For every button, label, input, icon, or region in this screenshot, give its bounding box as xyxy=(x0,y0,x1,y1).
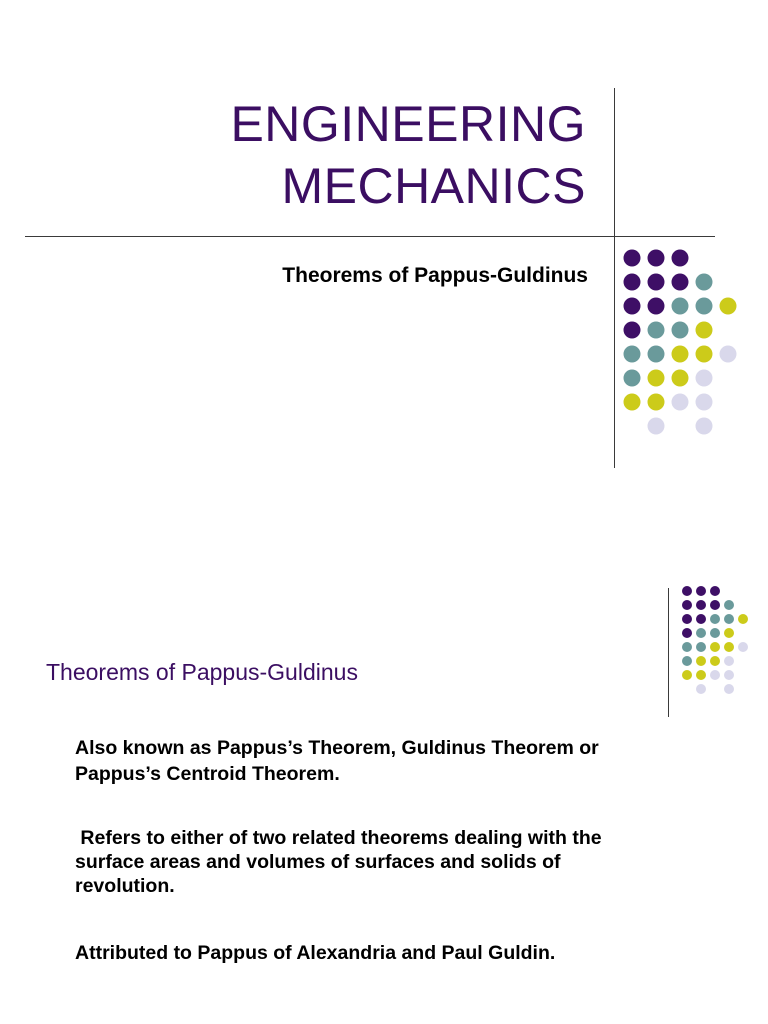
bullet-line: Refers to either of two related theorems dealing with the xyxy=(75,827,602,849)
dot-grid xyxy=(680,584,750,696)
content-slide xyxy=(0,512,768,1024)
dot-olive xyxy=(696,670,706,680)
dot-purple xyxy=(624,250,641,267)
dot-olive xyxy=(648,394,665,411)
dot-olive xyxy=(696,346,713,363)
dot-purple xyxy=(682,614,692,624)
dot-lavender xyxy=(696,394,713,411)
dot-olive xyxy=(724,628,734,638)
section-title: Theorems of Pappus-Guldinus xyxy=(46,659,358,685)
dot-lavender xyxy=(724,684,734,694)
dot-teal xyxy=(696,642,706,652)
dot-teal xyxy=(696,274,713,291)
dot-purple xyxy=(648,274,665,291)
dot-teal xyxy=(710,628,720,638)
dot-lavender xyxy=(724,670,734,680)
dot-lavender xyxy=(696,684,706,694)
dot-purple xyxy=(648,298,665,315)
dot-pattern-decoration xyxy=(620,246,760,446)
dot-lavender xyxy=(672,394,689,411)
dot-olive xyxy=(738,614,748,624)
dot-olive xyxy=(672,370,689,387)
dot-olive xyxy=(682,670,692,680)
dot-teal xyxy=(672,322,689,339)
dot-purple xyxy=(648,250,665,267)
dot-purple xyxy=(682,600,692,610)
bullet-paragraph xyxy=(75,940,715,966)
dot-purple xyxy=(696,586,706,596)
dot-lavender xyxy=(696,418,713,435)
dot-teal xyxy=(648,346,665,363)
dot-teal xyxy=(710,614,720,624)
slide-subtitle: Theorems of Pappus-Guldinus xyxy=(282,264,588,287)
dot-pattern-decoration-small xyxy=(680,584,760,700)
dot-purple xyxy=(682,628,692,638)
dot-purple xyxy=(624,298,641,315)
dot-lavender xyxy=(724,656,734,666)
dot-olive xyxy=(672,346,689,363)
dot-teal xyxy=(696,628,706,638)
dot-purple xyxy=(710,586,720,596)
bullet-line: revolution. xyxy=(75,875,175,897)
dot-purple xyxy=(696,614,706,624)
dot-lavender xyxy=(648,418,665,435)
slide-title-line-2: MECHANICS xyxy=(281,158,586,214)
dot-teal xyxy=(724,614,734,624)
dot-purple xyxy=(710,600,720,610)
horizontal-divider xyxy=(25,236,715,237)
dot-purple xyxy=(672,250,689,267)
dot-olive xyxy=(720,298,737,315)
dot-olive xyxy=(724,642,734,652)
bullet-line: Pappus’s Centroid Theorem. xyxy=(75,763,340,785)
dot-purple xyxy=(624,274,641,291)
dot-olive xyxy=(710,642,720,652)
bullet-paragraph xyxy=(75,826,715,898)
dot-teal xyxy=(648,322,665,339)
dot-purple xyxy=(682,586,692,596)
vertical-divider xyxy=(614,88,615,468)
dot-teal xyxy=(696,298,713,315)
dot-olive xyxy=(710,656,720,666)
dot-olive xyxy=(624,394,641,411)
dot-purple xyxy=(696,600,706,610)
bullet-line: surface areas and volumes of surfaces and solids of xyxy=(75,851,561,873)
slide-title-line-1: ENGINEERING xyxy=(230,96,586,152)
dot-olive xyxy=(648,370,665,387)
dot-lavender xyxy=(710,670,720,680)
dot-teal xyxy=(624,370,641,387)
dot-olive xyxy=(696,322,713,339)
dot-teal xyxy=(672,298,689,315)
dot-olive xyxy=(696,656,706,666)
dot-teal xyxy=(724,600,734,610)
dot-teal xyxy=(624,346,641,363)
bullet-line: Attributed to Pappus of Alexandria and Paul Guldin. xyxy=(75,942,556,964)
dot-lavender xyxy=(738,642,748,652)
bullet-line: Also known as Pappus’s Theorem, Guldinus Theorem or xyxy=(75,737,599,759)
vertical-divider xyxy=(668,588,669,717)
dot-lavender xyxy=(720,346,737,363)
dot-purple xyxy=(672,274,689,291)
bullet-paragraph xyxy=(75,735,715,787)
dot-purple xyxy=(624,322,641,339)
dot-teal xyxy=(682,642,692,652)
dot-lavender xyxy=(696,370,713,387)
dot-grid xyxy=(620,246,740,438)
dot-teal xyxy=(682,656,692,666)
